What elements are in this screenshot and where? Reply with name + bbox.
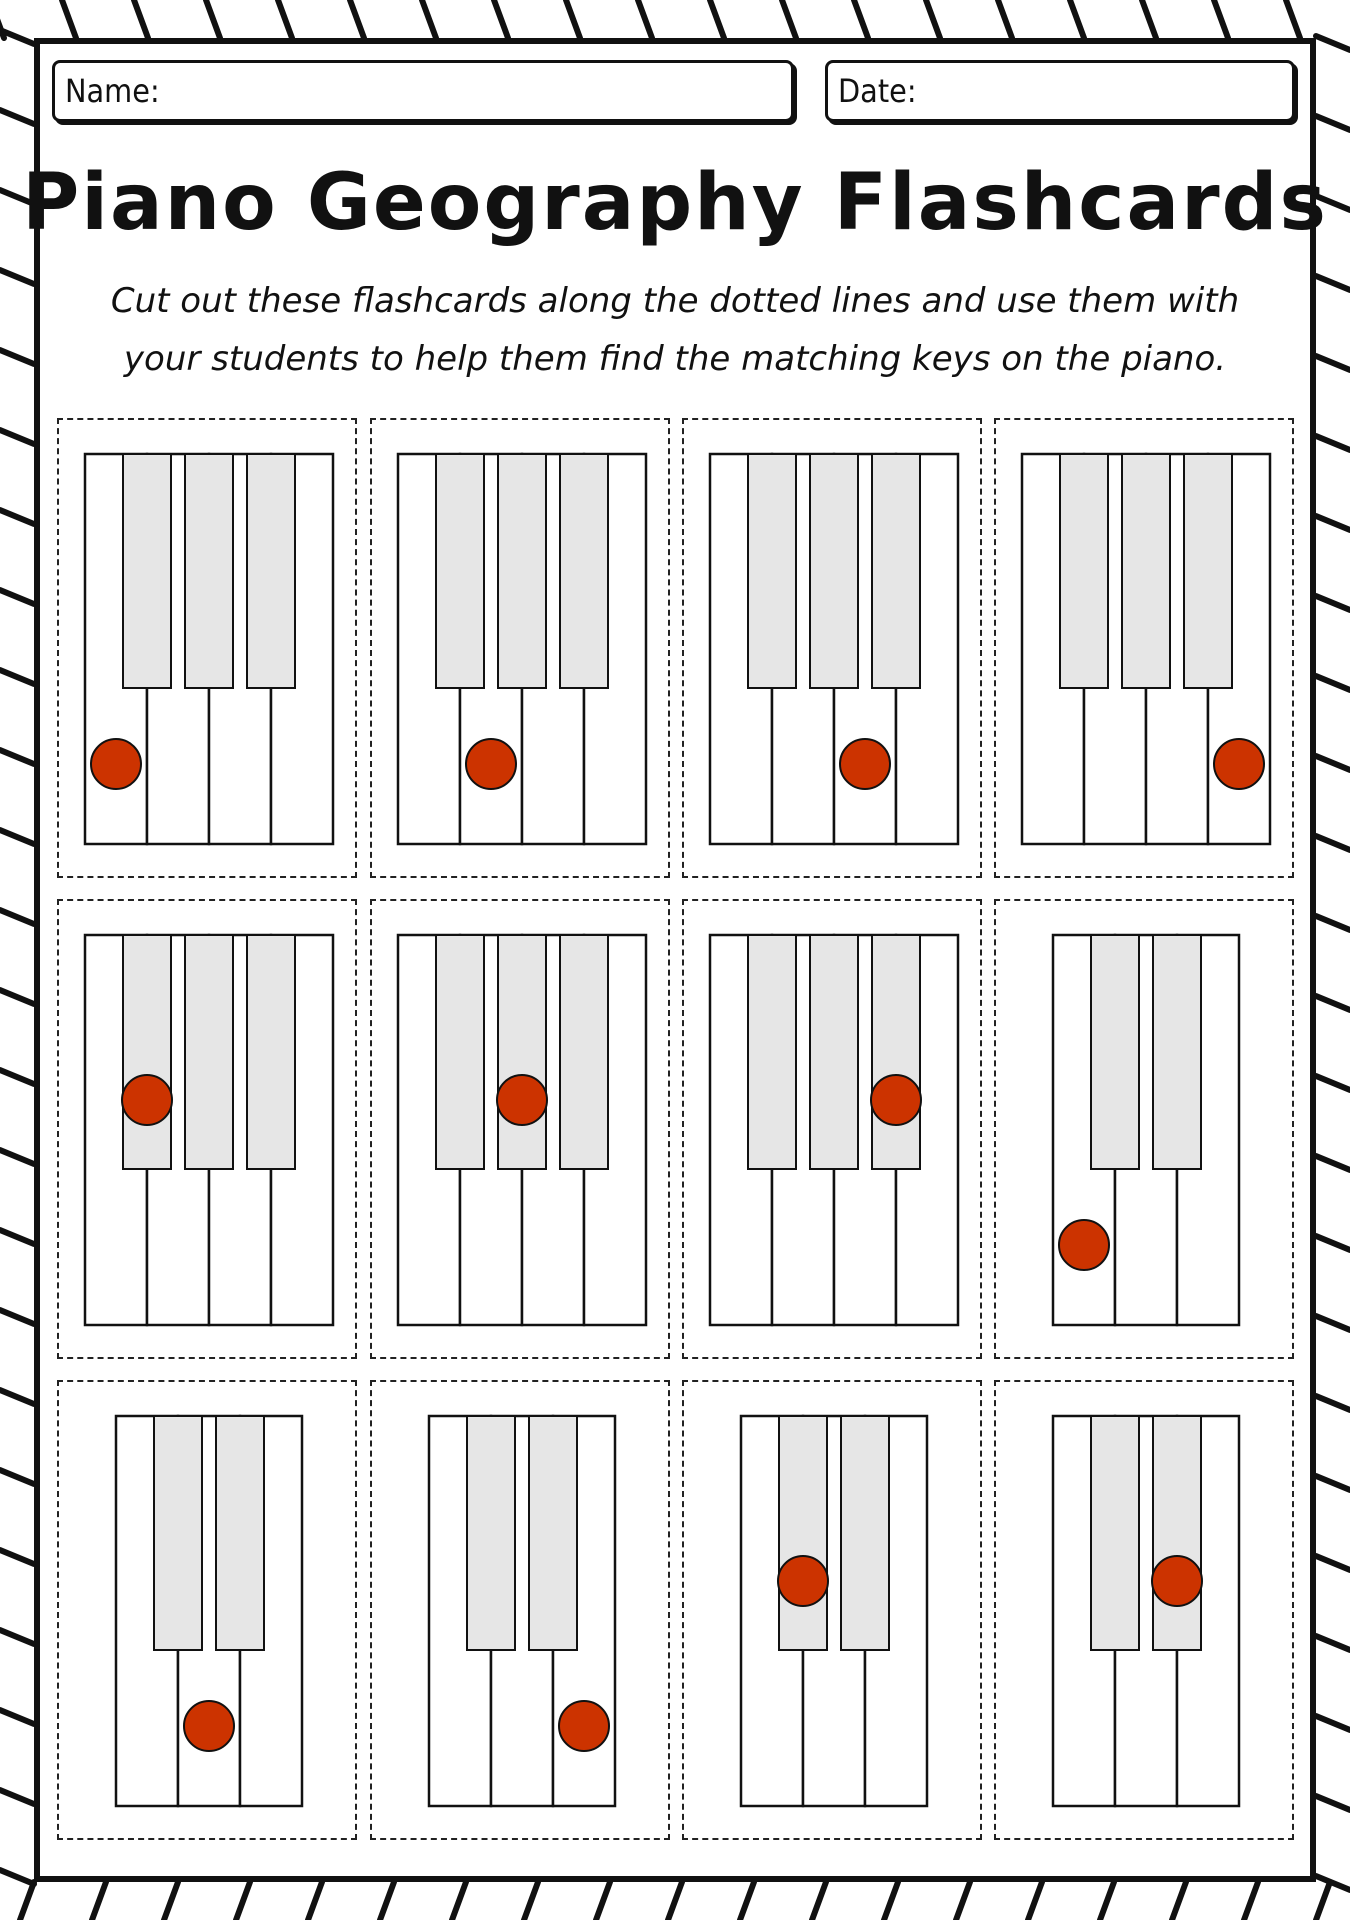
- black-key: [436, 935, 484, 1169]
- black-key: [1091, 935, 1139, 1169]
- piano-keyboard: [684, 1382, 984, 1842]
- black-key: [748, 935, 796, 1169]
- piano-keyboard: [372, 901, 672, 1361]
- marker-dot: [466, 739, 516, 789]
- marker-dot: [559, 1701, 609, 1751]
- black-key: [1153, 935, 1201, 1169]
- piano-keyboard: [59, 1382, 359, 1842]
- flashcard: [370, 418, 670, 878]
- black-key: [123, 454, 171, 688]
- black-key: [436, 454, 484, 688]
- black-key: [560, 454, 608, 688]
- black-key: [810, 454, 858, 688]
- flashcard: [994, 418, 1294, 878]
- marker-dot: [184, 1701, 234, 1751]
- black-key: [185, 454, 233, 688]
- piano-keyboard: [59, 901, 359, 1361]
- black-key: [247, 454, 295, 688]
- piano-keyboard: [372, 420, 672, 880]
- flashcard: [994, 899, 1294, 1359]
- black-key: [1184, 454, 1232, 688]
- marker-dot: [91, 739, 141, 789]
- date-field[interactable]: [825, 60, 1295, 122]
- flashcard: [57, 899, 357, 1359]
- marker-dot: [840, 739, 890, 789]
- piano-keyboard: [372, 1382, 672, 1842]
- black-key: [467, 1416, 515, 1650]
- flashcard: [682, 1380, 982, 1840]
- piano-keyboard: [996, 1382, 1296, 1842]
- black-key: [154, 1416, 202, 1650]
- name-field[interactable]: [52, 60, 794, 122]
- black-key: [247, 935, 295, 1169]
- flashcard: [370, 1380, 670, 1840]
- black-key: [1091, 1416, 1139, 1650]
- marker-dot: [497, 1075, 547, 1125]
- black-key: [216, 1416, 264, 1650]
- piano-keyboard: [59, 420, 359, 880]
- black-key: [560, 935, 608, 1169]
- black-key: [779, 1416, 827, 1650]
- flashcard: [57, 1380, 357, 1840]
- black-key: [529, 1416, 577, 1650]
- flashcard: [994, 1380, 1294, 1840]
- black-key: [185, 935, 233, 1169]
- marker-dot: [1214, 739, 1264, 789]
- piano-keyboard: [684, 901, 984, 1361]
- black-key: [1060, 454, 1108, 688]
- marker-dot: [1152, 1556, 1202, 1606]
- name-label: Name:: [65, 72, 160, 110]
- instructions-text: Cut out these flashcards along the dotted lines and use them with your students to help them find the matching keys on the piano.: [110, 281, 1240, 379]
- piano-keyboard: [996, 901, 1296, 1361]
- piano-keyboard: [996, 420, 1296, 880]
- black-key: [841, 1416, 889, 1650]
- marker-dot: [1059, 1220, 1109, 1270]
- marker-dot: [871, 1075, 921, 1125]
- flashcard: [682, 418, 982, 878]
- flashcard: [682, 899, 982, 1359]
- black-key: [1122, 454, 1170, 688]
- marker-dot: [122, 1075, 172, 1125]
- page-title: Piano Geography Flashcards: [22, 158, 1328, 248]
- black-key: [872, 454, 920, 688]
- black-key: [748, 454, 796, 688]
- black-key: [123, 935, 171, 1169]
- marker-dot: [778, 1556, 828, 1606]
- flashcard: [370, 899, 670, 1359]
- black-key: [1153, 1416, 1201, 1650]
- black-key: [498, 935, 546, 1169]
- black-key: [872, 935, 920, 1169]
- flashcard: [57, 418, 357, 878]
- black-key: [498, 454, 546, 688]
- piano-keyboard: [684, 420, 984, 880]
- date-label: Date:: [838, 72, 917, 110]
- black-key: [810, 935, 858, 1169]
